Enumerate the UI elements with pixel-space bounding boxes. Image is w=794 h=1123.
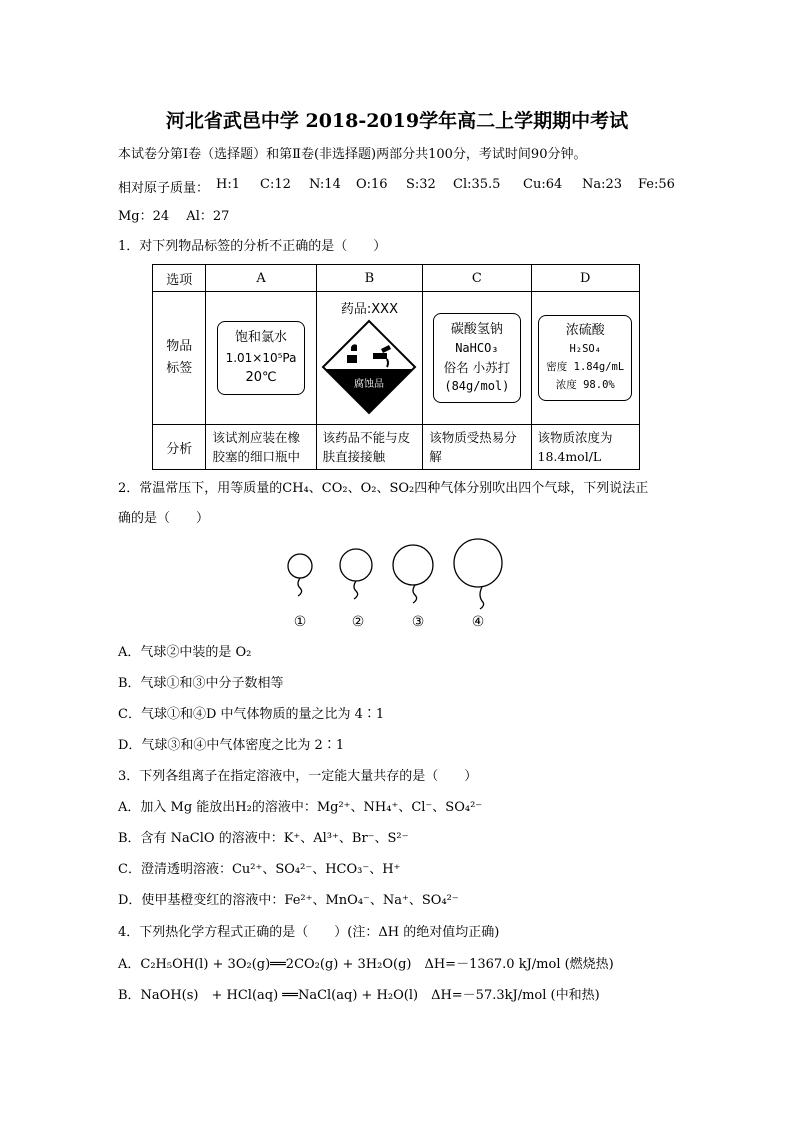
q3-option: A．加入 Mg 能放出H₂的溶液中：Mg²⁺、NH₄⁺、Cl⁻、SO₄²⁻	[118, 800, 483, 815]
q3-option: B．含有 NaClO 的溶液中：K⁺、Al³⁺、Br⁻、S²⁻	[118, 831, 409, 846]
label-a-box	[217, 321, 305, 395]
atomic-mass-item: Na:23	[582, 177, 623, 192]
atomic-mass-item: C:12	[260, 177, 291, 192]
label-c-line: 碳酸氢钠	[450, 322, 503, 337]
analysis-cell: 该物质浓度为18.4mol/L	[531, 425, 640, 470]
q2-option: D．气球③和④中气体密度之比为 2∶1	[118, 738, 345, 753]
q2-stem-line1: 2．常温常压下，用等质量的CH₄、CO₂、O₂、SO₂四种气体分别吹出四个气球，下列说法正	[118, 481, 649, 496]
balloons-figure	[280, 536, 520, 632]
atomic-mass-item: Cl:35.5	[453, 177, 501, 192]
label-d-line: 浓度 98.0%	[555, 379, 615, 391]
label-c-box	[433, 313, 521, 403]
header-cell: B	[316, 265, 423, 292]
label-a-line: 20℃	[245, 370, 277, 385]
label-d-box	[538, 315, 632, 401]
header-cell: D	[531, 265, 640, 292]
label-c-line: 俗名 小苏打	[443, 360, 511, 375]
balloon-3	[393, 545, 433, 603]
balloon-1	[288, 554, 312, 596]
label-d-cell	[531, 292, 640, 425]
q2-stem-line2: 确的是（ ）	[118, 511, 210, 526]
q3-option: D．使甲基橙变红的溶液中：Fe²⁺、MnO₄⁻、Na⁺、SO₄²⁻	[118, 893, 459, 908]
label-d-line: H₂SO₄	[569, 343, 602, 355]
q2-option: A．气球②中装的是 O₂	[118, 645, 252, 660]
balloon-4	[454, 539, 502, 609]
label-c-line: NaHCO₃	[455, 341, 499, 355]
analysis-header-cell: 分析	[153, 425, 206, 470]
balloon-label: ③	[411, 614, 425, 630]
balloon-label: ②	[351, 614, 365, 630]
analysis-cell: 该药品不能与皮肤直接接触	[316, 425, 423, 470]
label-d-line: 浓硫酸	[565, 323, 605, 338]
atomic-mass-line2: Mg：24 Al：27	[118, 209, 230, 224]
atomic-mass-item: O:16	[356, 177, 388, 192]
row-label-line: 物品	[166, 339, 193, 354]
row-label-line: 标签	[166, 361, 193, 376]
header-cell: A	[206, 265, 316, 292]
q4-option: A．C₂H₅OH(l) + 3O₂(g)══2CO₂(g) + 3H₂O(g) ΔH=－1367.0 kJ/mol (燃烧热)	[118, 957, 614, 972]
q2-option: B．气球①和③中分子数相等	[118, 676, 284, 691]
atomic-mass-item: H:1	[216, 177, 240, 192]
analysis-cell: 该试剂应装在橡胶塞的细口瓶中	[206, 425, 316, 470]
q4-stem: 4．下列热化学方程式正确的是（ ）(注：ΔH 的绝对值均正确)	[118, 925, 500, 940]
label-d-line: 密度 1.84g/mL	[546, 361, 625, 373]
label-a-cell	[206, 292, 316, 425]
label-b-bottom: 腐蚀品	[354, 378, 385, 390]
label-c-line: (84g/mol)	[444, 379, 510, 393]
header-cell: C	[423, 265, 531, 292]
atomic-mass-item: Fe:56	[638, 177, 675, 192]
atomic-mass-item: S:32	[406, 177, 436, 192]
q2-option: C．气球①和④D 中气体物质的量之比为 4∶1	[118, 707, 385, 722]
q4-option: B．NaOH(s) + HCl(aq) ══NaCl(aq) + H₂O(l) ΔH=－57.3kJ/mol (中和热)	[118, 988, 600, 1003]
atomic-mass-item: Cu:64	[523, 177, 563, 192]
label-a-line: 饱和氯水	[235, 330, 288, 345]
header-cell: 选项	[153, 265, 206, 292]
label-b-top: 药品:XXX	[340, 301, 398, 317]
q3-stem: 3．下列各组离子在指定溶液中，一定能大量共存的是（ ）	[118, 769, 478, 784]
q3-option: C．澄清透明溶液：Cu²⁺、SO₄²⁻、HCO₃⁻、H⁺	[118, 862, 401, 877]
atomic-mass-item: N:14	[309, 177, 341, 192]
label-table	[152, 264, 640, 470]
row-label-cell	[153, 292, 206, 425]
balloon-label: ④	[471, 614, 485, 630]
label-a-line: 1.01×10⁵Pa	[225, 351, 297, 365]
balloon-2	[340, 549, 372, 599]
balloon-label: ①	[293, 614, 307, 630]
atomic-mass-label: 相对原子质量：	[118, 181, 210, 196]
intro-text: 本试卷分第Ⅰ卷（选择题）和第Ⅱ卷(非选择题)两部分共100分，考试时间90分钟。	[118, 147, 587, 162]
corrosive-hazard-icon	[321, 319, 417, 415]
label-c-cell	[423, 292, 531, 425]
label-b-cell	[316, 292, 423, 425]
analysis-cell: 该物质受热易分解	[423, 425, 531, 470]
q1-stem: 1．对下列物品标签的分析不正确的是（ ）	[118, 239, 387, 254]
page-title: 河北省武邑中学 2018-2019学年高二上学期期中考试	[165, 110, 629, 132]
